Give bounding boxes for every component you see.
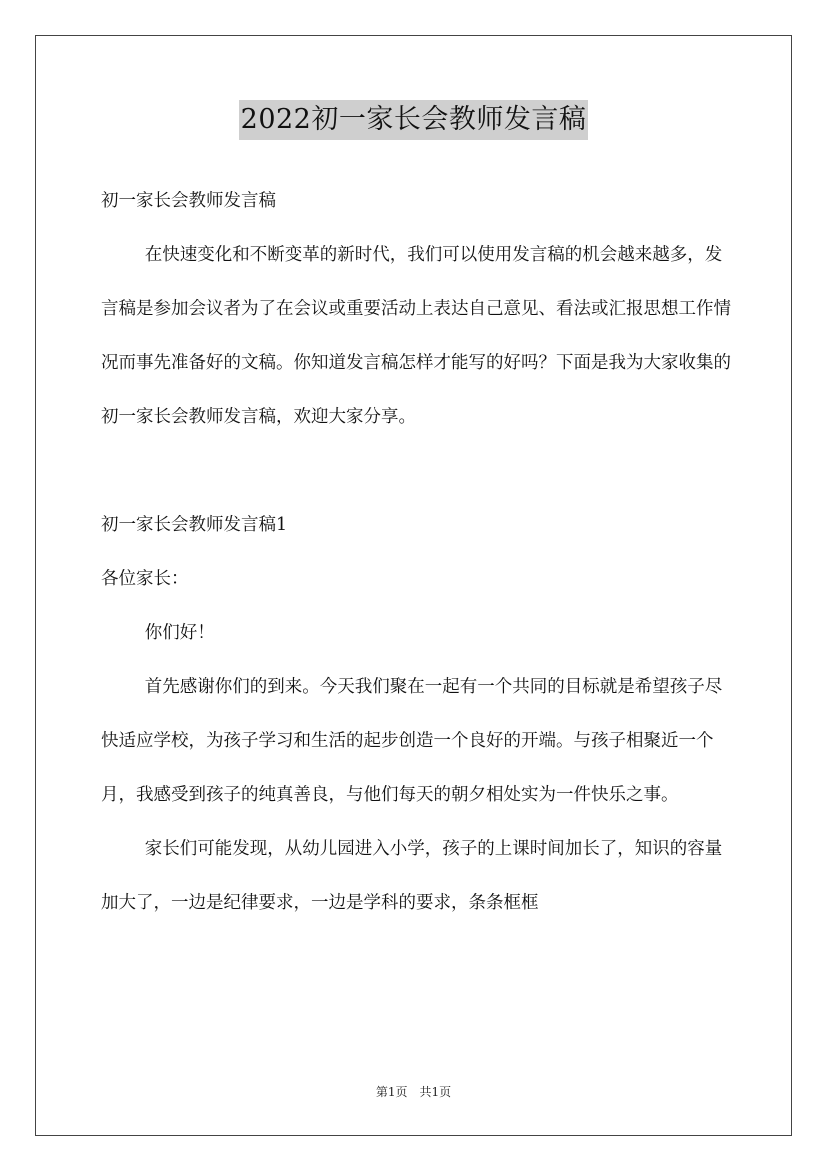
blank-line	[101, 444, 731, 498]
page-footer	[0, 1082, 827, 1102]
intro-paragraph: 在快速变化和不断变革的新时代，我们可以使用发言稿的机会越来越多，发言稿是参加会议者为了在会议或重要活动上表达自己意见、看法或汇报思想工作情况而事先准备好的文稿。你知道发言稿怎样才能写的好吗？下面是我为大家收集的初一家长会教师发言稿，欢迎大家分享。	[101, 245, 731, 427]
page-total: 共1页	[419, 1085, 452, 1099]
body-paragraph-1: 首先感谢你们的到来。今天我们聚在一起有一个共同的目标就是希望孩子尽快适应学校，为孩子学习和生活的起步创造一个良好的开端。与孩子相聚近一个月，我感受到孩子的纯真善良，与他们每天的朝夕相处实为一件快乐之事。	[101, 677, 723, 805]
body-paragraph-2: 家长们可能发现，从幼儿园进入小学，孩子的上课时间加长了，知识的容量加大了，一边是纪律要求，一边是学科的要求，条条框框	[101, 839, 723, 913]
salutation: 各位家长：	[101, 569, 189, 589]
section-heading: 初一家长会教师发言稿1	[101, 515, 288, 535]
document-subtitle: 初一家长会教师发言稿	[101, 191, 276, 211]
greeting: 你们好！	[144, 623, 215, 643]
document-body	[101, 174, 731, 930]
page-number: 第1页	[375, 1085, 408, 1099]
document-title: 2022初一家长会教师发言稿	[239, 100, 589, 140]
title-container	[0, 100, 827, 140]
